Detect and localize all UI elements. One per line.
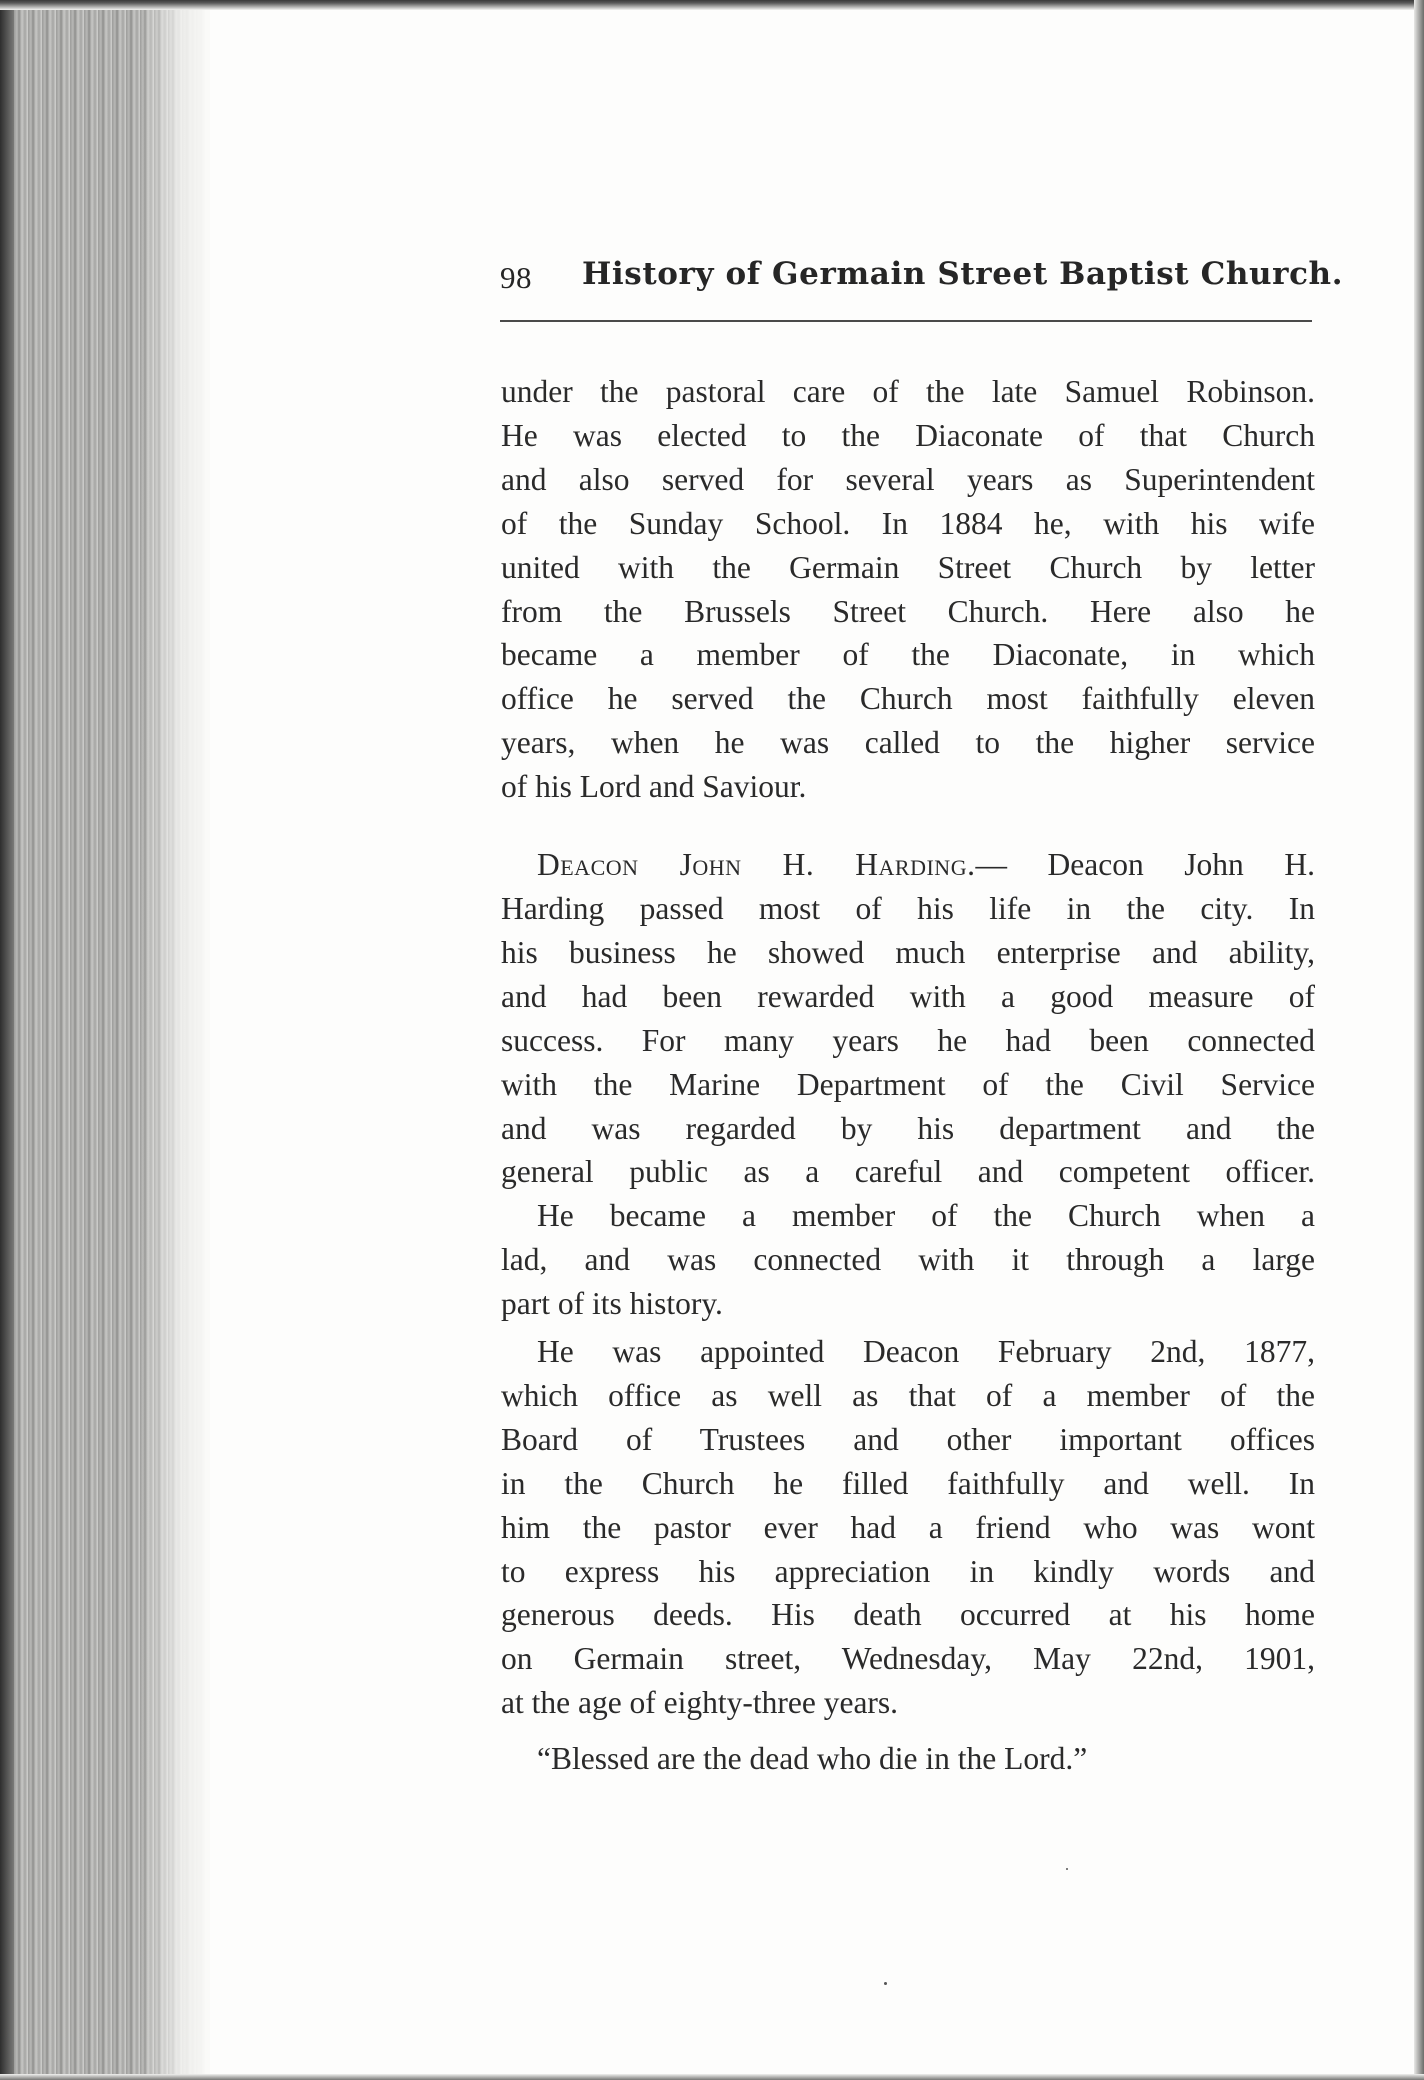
text-line: generous deeds. His death occurred at his home — [501, 1597, 1315, 1633]
text-fragment: — Deacon John H. — [975, 847, 1316, 883]
header-rule — [500, 320, 1312, 322]
entry-heading: Deacon John H. Harding. — [537, 847, 976, 883]
paragraph-continuation — [501, 370, 1315, 809]
text-line: years, when he was called to the higher service — [501, 725, 1315, 761]
paragraph-harding — [501, 843, 1315, 1194]
text-line-with-heading — [501, 843, 1315, 887]
closing-quote: “Blessed are the dead who die in the Lord.” — [537, 1741, 1088, 1777]
top-edge-shadow — [0, 0, 1424, 10]
text-line: on Germain street, Wednesday, May 22nd, 1901, — [501, 1641, 1315, 1677]
page-stack-fade — [140, 0, 210, 2080]
text-line: Board of Trustees and other important offices — [501, 1421, 1315, 1457]
text-line: in the Church he filled faithfully and well. In — [501, 1465, 1315, 1501]
scan-speck — [1066, 1868, 1068, 1870]
text-line: of the Sunday School. In 1884 he, with his wife — [501, 505, 1315, 541]
text-line: office he served the Church most faithfully eleven — [501, 681, 1315, 717]
text-line: from the Brussels Street Church. Here also he — [501, 593, 1315, 629]
text-line: He was appointed Deacon February 2nd, 1877, — [537, 1334, 1315, 1370]
text-line: Harding passed most of his life in the city. In — [501, 890, 1315, 926]
page-number: 98 — [500, 260, 532, 295]
text-line: and was regarded by his department and the — [501, 1110, 1315, 1146]
text-line: became a member of the Diaconate, in which — [501, 637, 1315, 673]
page-header — [500, 256, 1344, 300]
text-line: He was elected to the Diaconate of that Church — [501, 417, 1315, 453]
text-line: to express his appreciation in kindly words and — [501, 1553, 1315, 1589]
text-line: success. For many years he had been connected — [501, 1022, 1315, 1058]
running-title: History of Germain Street Baptist Church. — [582, 256, 1344, 292]
text-line: and also served for several years as Superintendent — [501, 461, 1315, 497]
text-line: under the pastoral care of the late Samuel Robinson. — [501, 374, 1315, 409]
text-line: part of its history. — [501, 1286, 723, 1322]
text-line: general public as a careful and competent officer. — [501, 1154, 1315, 1190]
text-line: at the age of eighty-three years. — [501, 1685, 899, 1721]
text-line: of his Lord and Saviour. — [501, 769, 807, 805]
paragraph-membership — [501, 1194, 1315, 1326]
scan-speck — [884, 1982, 887, 1985]
text-line: lad, and was connected with it through a large — [501, 1242, 1315, 1278]
text-line: and had been rewarded with a good measure of — [501, 978, 1315, 1014]
text-line: with the Marine Department of the Civil Service — [501, 1066, 1315, 1102]
bottom-edge-shadow — [0, 2074, 1424, 2080]
text-line: He became a member of the Church when a — [537, 1198, 1315, 1234]
body-text — [501, 370, 1315, 1781]
paragraph-appointment — [501, 1330, 1315, 1725]
right-edge-shadow — [1414, 0, 1424, 2080]
binding-shadow — [0, 0, 14, 2080]
text-line: him the pastor ever had a friend who was wont — [501, 1509, 1315, 1545]
text-line: which office as well as that of a member of the — [501, 1377, 1315, 1413]
text-line: his business he showed much enterprise and ability, — [501, 934, 1315, 970]
text-line: united with the Germain Street Church by letter — [501, 549, 1315, 585]
